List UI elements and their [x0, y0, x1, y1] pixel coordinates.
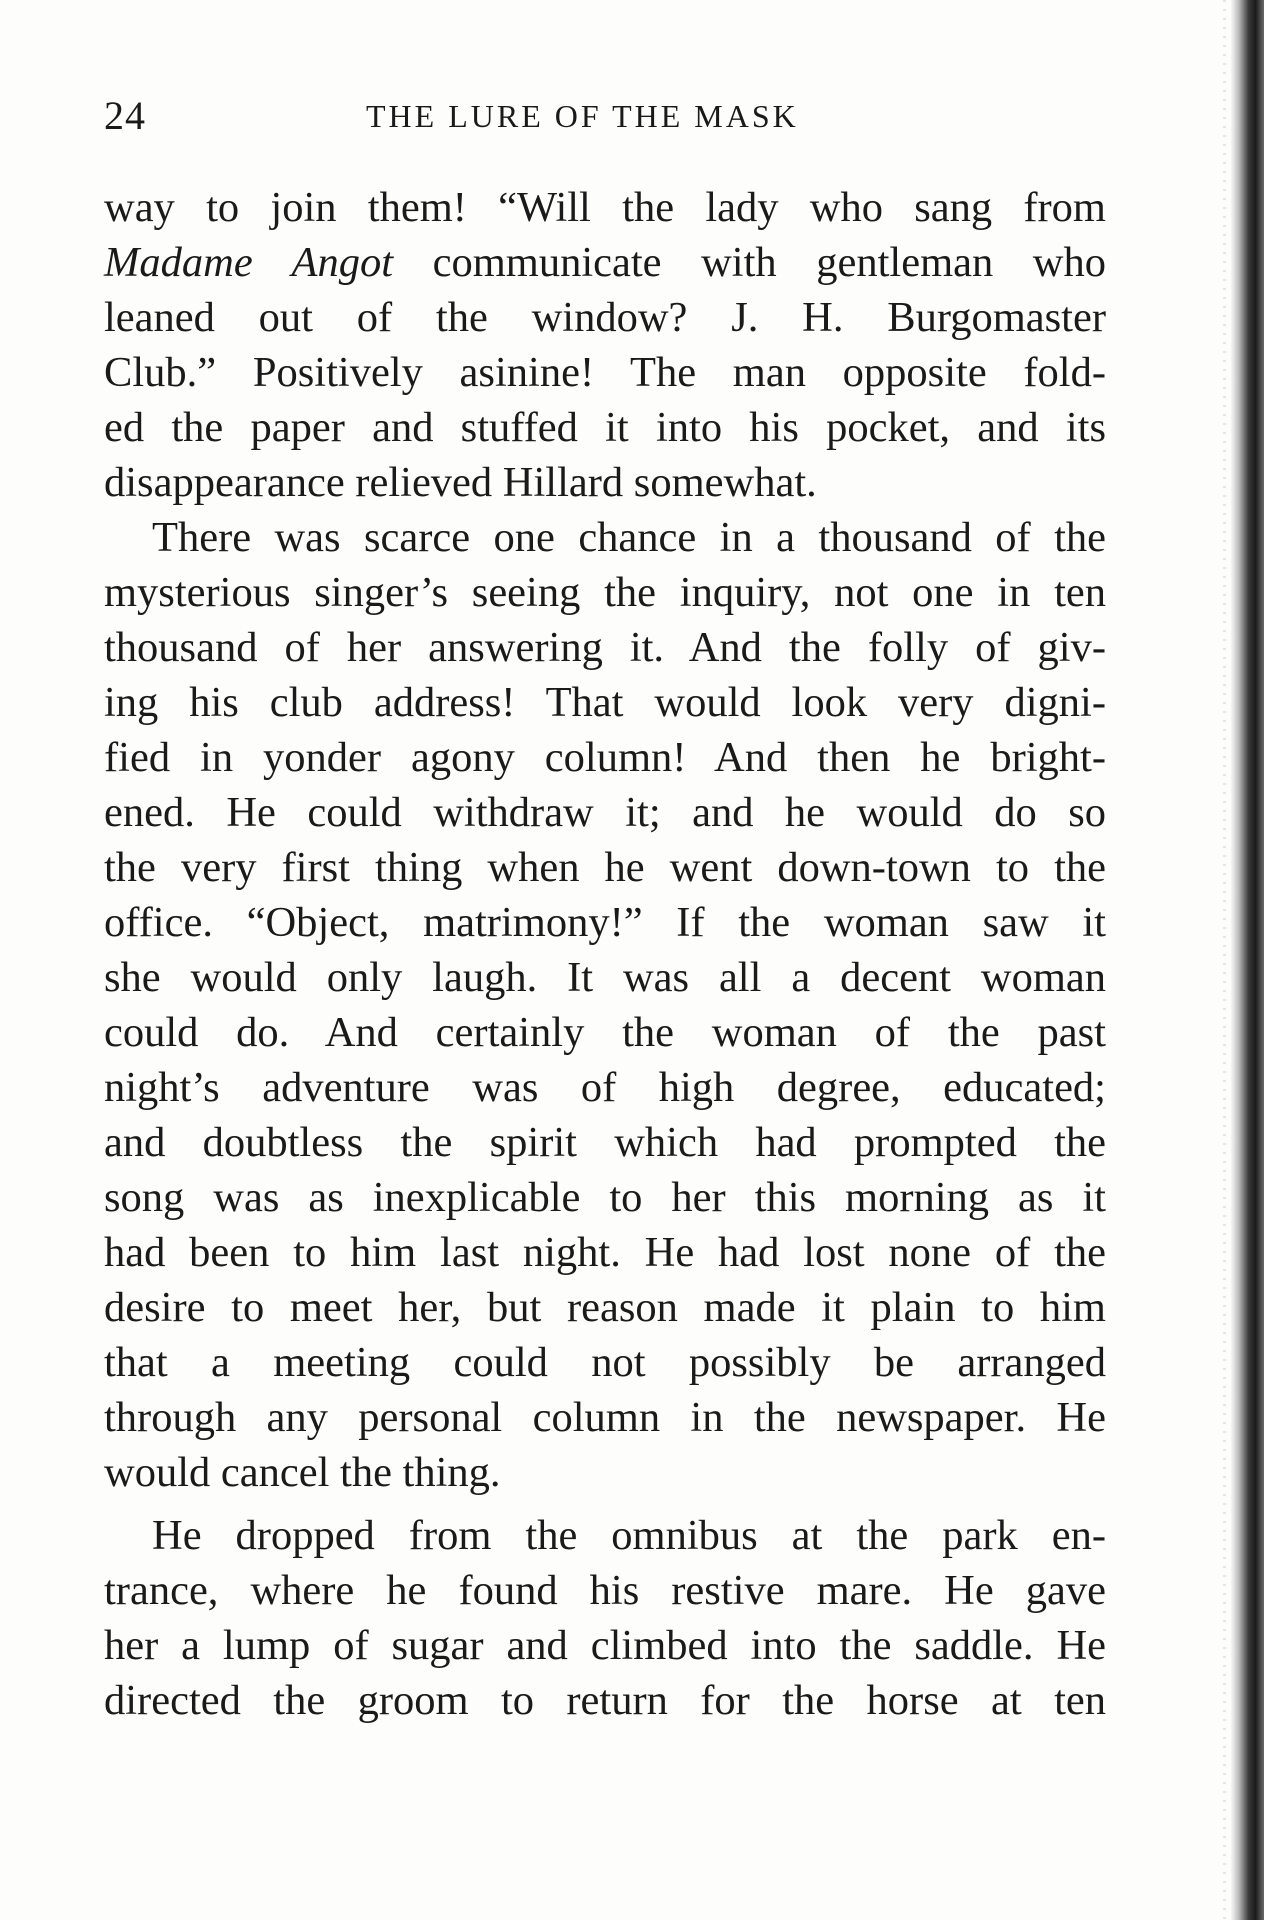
text-line: would cancel the thing.	[104, 1449, 501, 1496]
paragraph-gap	[104, 1500, 1106, 1508]
text-line: trance, where he found his restive mare. He gave	[104, 1567, 1106, 1614]
text-line: ened. He could withdraw it; and he would do so	[104, 789, 1106, 836]
text-line: disappearance relieved Hillard somewhat.	[104, 459, 817, 506]
text-line: the very first thing when he went down-town to the	[104, 844, 1106, 891]
text-line: ing his club address! That would look very digni-	[104, 679, 1106, 726]
text-line: song was as inexplicable to her this morning as it	[104, 1174, 1106, 1221]
text-line: her a lump of sugar and climbed into the saddle. He	[104, 1622, 1106, 1669]
body-text	[104, 180, 1106, 1728]
binding-speckle	[1223, 0, 1226, 1920]
text-line: that a meeting could not possibly be arranged	[104, 1339, 1106, 1386]
text-line: night’s adventure was of high degree, educated;	[104, 1064, 1106, 1111]
text-line: directed the groom to return for the horse at ten	[104, 1677, 1106, 1724]
text-line: desire to meet her, but reason made it plain to him	[104, 1284, 1106, 1331]
text-line: through any personal column in the newspaper. He	[104, 1394, 1106, 1441]
text-line: There was scarce one chance in a thousand of the	[152, 514, 1106, 561]
text-line: could do. And certainly the woman of the past	[104, 1009, 1106, 1056]
binding-shadow	[1230, 0, 1264, 1920]
paragraph-3	[104, 1508, 1106, 1728]
italic-title: Madame Angot	[104, 239, 394, 286]
text-line: fied in yonder agony column! And then he bright-	[104, 734, 1106, 781]
text-line: thousand of her answering it. And the folly of giv-	[104, 624, 1106, 671]
text-line: mysterious singer’s seeing the inquiry, not one in ten	[104, 569, 1106, 616]
text-line: office. “Object, matrimony!” If the woman saw it	[104, 899, 1106, 946]
text-line: and doubtless the spirit which had prompted the	[104, 1119, 1106, 1166]
text-line: ed the paper and stuffed it into his pocket, and its	[104, 404, 1106, 451]
text-line: had been to him last night. He had lost none of the	[104, 1229, 1106, 1276]
text-line-rest: communicate with gentleman who	[393, 239, 1106, 286]
text-line	[104, 235, 1106, 290]
text-line: leaned out of the window? J. H. Burgomaster	[104, 294, 1106, 341]
paragraph-1	[104, 180, 1106, 510]
text-line: she would only laugh. It was all a decent woman	[104, 954, 1106, 1001]
text-line: He dropped from the omnibus at the park en-	[152, 1512, 1106, 1559]
running-head	[104, 92, 1104, 142]
text-line: Club.” Positively asinine! The man opposite fold-	[104, 349, 1106, 396]
text-line: way to join them! “Will the lady who sang from	[104, 184, 1106, 231]
paragraph-2	[104, 510, 1106, 1500]
running-title: THE LURE OF THE MASK	[366, 98, 799, 134]
page-number: 24	[104, 93, 146, 138]
